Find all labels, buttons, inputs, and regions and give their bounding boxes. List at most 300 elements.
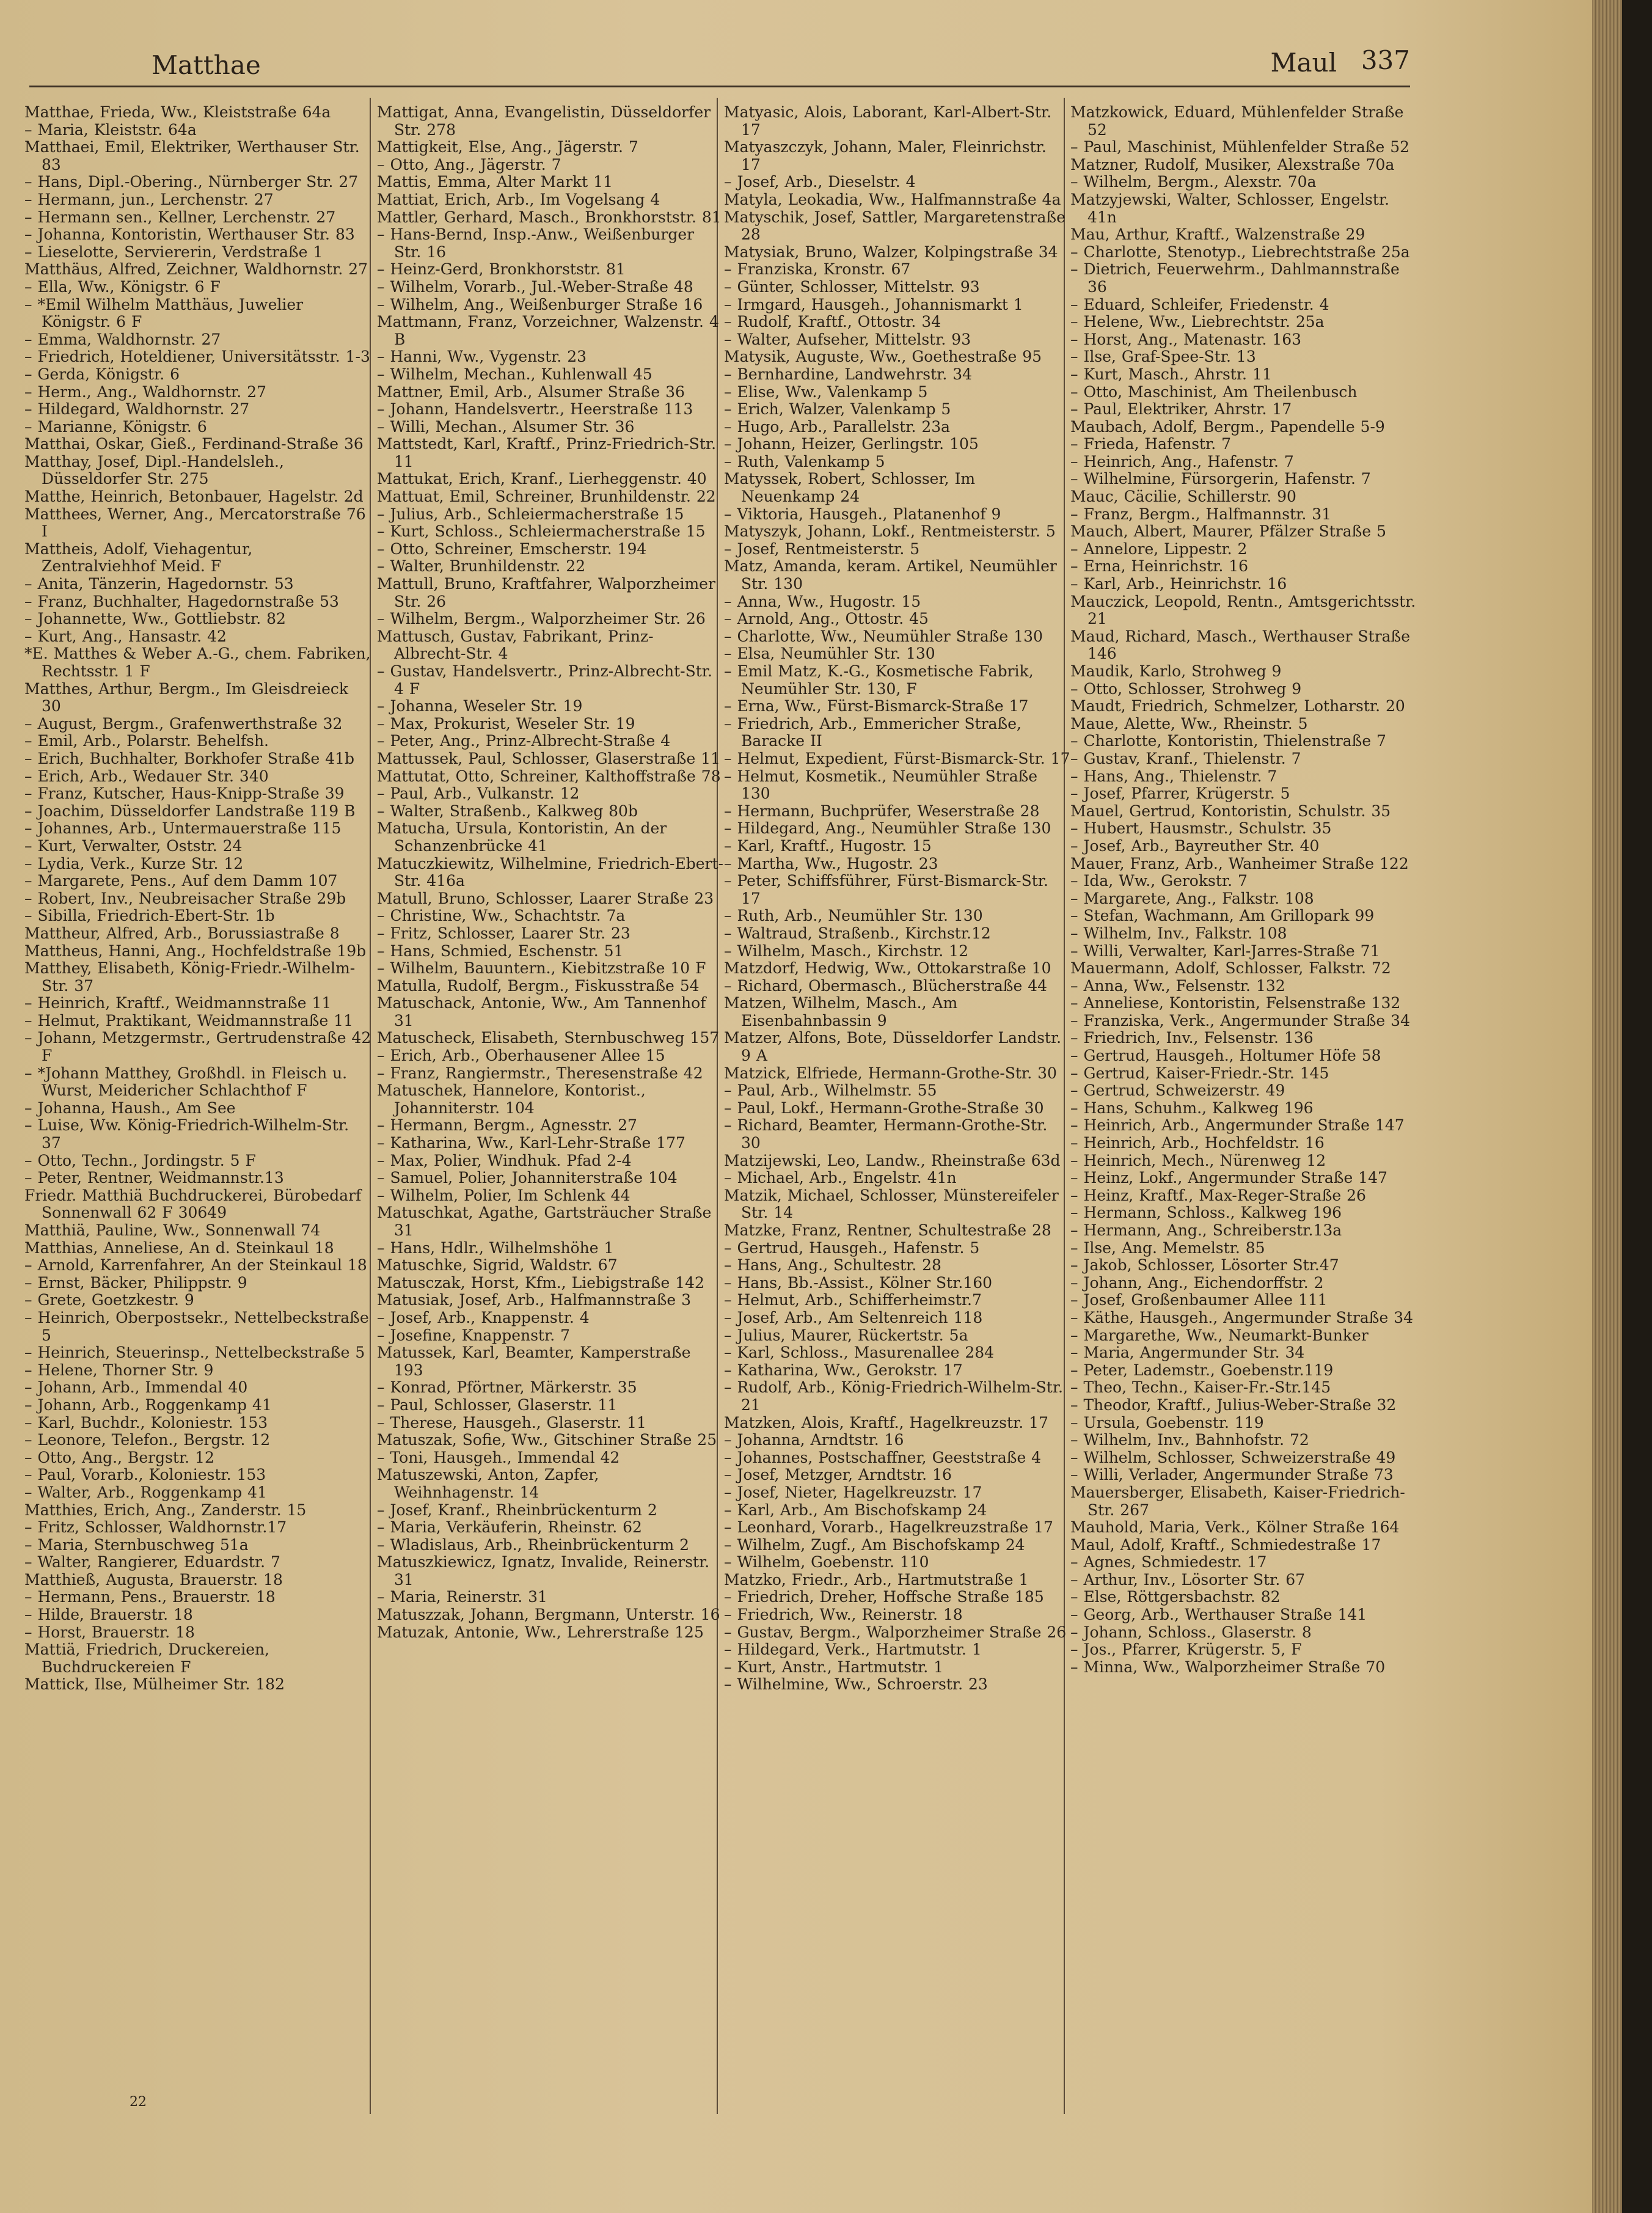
- directory-entry: – Richard, Obermasch., Blücherstraße 44: [724, 976, 1048, 995]
- directory-entry: Matthey, Elisabeth, König-Friedr.-Wilhelm-Str. 37: [24, 959, 356, 995]
- directory-entry: – Marianne, Königstr. 6: [24, 417, 207, 436]
- directory-entry: – Hermann, Buchprüfer, Weserstraße 28: [724, 802, 1040, 820]
- directory-entry: Matz, Amanda, keram. Artikel, Neumühler Str. 130: [724, 557, 1057, 593]
- directory-entry: – Franz, Buchhalter, Hagedornstraße 53: [24, 592, 339, 610]
- directory-entry: – Hans, Schmied, Eschenstr. 51: [377, 942, 624, 960]
- directory-entry: – Johanna, Arndtstr. 16: [724, 1431, 904, 1449]
- directory-entry: – Gertrud, Hausgeh., Hafenstr. 5: [724, 1238, 980, 1257]
- directory-entry: – Hermann, Pens., Brauerstr. 18: [24, 1588, 276, 1606]
- directory-entry: – Theo, Techn., Kaiser-Fr.-Str.145: [1070, 1378, 1331, 1397]
- directory-entry: – Emil, Arb., Polarstr. Behelfsh.: [24, 732, 269, 750]
- directory-entry: Matzko, Friedr., Arb., Hartmutstraße 1: [724, 1570, 1029, 1589]
- directory-entry: – Wilhelm, Goebenstr. 110: [724, 1553, 929, 1571]
- directory-entry: Maud, Richard, Masch., Werthauser Straße 146: [1070, 627, 1411, 663]
- directory-entry: Mattheis, Adolf, Viehagentur, Zentralviehhof Meid. F: [24, 540, 253, 576]
- directory-entry: Matussek, Karl, Beamter, Kamperstraße 193: [377, 1344, 691, 1379]
- directory-entry: – Walter, Rangierer, Eduardstr. 7: [24, 1553, 280, 1571]
- directory-entry: – Hans-Bernd, Insp.-Anw., Weißenburger Str. 16: [377, 225, 695, 261]
- directory-entry: – Hans, Schuhm., Kalkweg 196: [1070, 1099, 1314, 1117]
- directory-entry: Matuzak, Antonie, Ww., Lehrerstraße 125: [377, 1623, 704, 1641]
- directory-entry: – Johannette, Ww., Gottliebstr. 82: [24, 610, 286, 628]
- directory-entry: – Anna, Ww., Hugostr. 15: [724, 592, 921, 610]
- directory-entry: – Anita, Tänzerin, Hagedornstr. 53: [24, 575, 294, 593]
- directory-entry: – Gerda, Königstr. 6: [24, 365, 180, 383]
- directory-entry: – Helene, Ww., Liebrechtstr. 25a: [1070, 313, 1325, 331]
- directory-entry: – Hubert, Hausmstr., Schulstr. 35: [1070, 819, 1332, 838]
- directory-entry: Mattick, Ilse, Mülheimer Str. 182: [24, 1675, 285, 1694]
- directory-entry: – Hermann, Ang., Schreiberstr.13a: [1070, 1221, 1342, 1239]
- directory-entry: – Peter, Ang., Prinz-Albrecht-Straße 4: [377, 732, 671, 750]
- directory-entry: Matuszzak, Johann, Bergmann, Unterstr. 16: [377, 1606, 720, 1624]
- directory-entry: Mattukat, Erich, Kranf., Lierheggenstr. 40: [377, 470, 707, 488]
- directory-entry: – Max, Polier, Windhuk. Pfad 2-4: [377, 1151, 632, 1169]
- directory-entry: – Hermann, Bergm., Agnesstr. 27: [377, 1116, 637, 1135]
- directory-entry: – Viktoria, Hausgeh., Platanenhof 9: [724, 505, 1001, 523]
- directory-entry: Matthees, Werner, Ang., Mercatorstraße 76 I: [24, 505, 366, 541]
- directory-entry: – Julius, Arb., Schleiermacherstraße 15: [377, 505, 684, 523]
- directory-entry: Mattis, Emma, Alter Markt 11: [377, 173, 613, 191]
- directory-entry: Matuschke, Sigrid, Waldstr. 67: [377, 1256, 618, 1275]
- directory-entry: – Hugo, Arb., Parallelstr. 23a: [724, 417, 951, 436]
- directory-entry: – Käthe, Hausgeh., Angermunder Straße 34: [1070, 1308, 1414, 1326]
- directory-entry: – Heinrich, Mech., Nürenweg 12: [1070, 1151, 1326, 1169]
- directory-entry: – Leonhard, Vorarb., Hagelkreuzstraße 17: [724, 1518, 1053, 1537]
- directory-entry: – Robert, Inv., Neubreisacher Straße 29b: [24, 889, 346, 907]
- directory-entry: – Paul, Arb., Vulkanstr. 12: [377, 785, 580, 803]
- directory-entry: – Hans, Dipl.-Obering., Nürnberger Str. 27: [24, 173, 359, 191]
- directory-entry: – Franz, Rangiermstr., Theresenstraße 42: [377, 1064, 703, 1082]
- directory-entry: – Gustav, Bergm., Walporzheimer Straße 26: [724, 1623, 1067, 1641]
- directory-entry: – Paul, Arb., Wilhelmstr. 55: [724, 1081, 937, 1100]
- directory-entry: Mauermann, Adolf, Schlosser, Falkstr. 72: [1070, 959, 1391, 978]
- directory-entry: – Friedrich, Ww., Reinerstr. 18: [724, 1606, 963, 1624]
- page-header: [29, 43, 1410, 87]
- directory-entry: – Lydia, Verk., Kurze Str. 12: [24, 854, 244, 872]
- directory-entry: – Sibilla, Friedrich-Ebert-Str. 1b: [24, 907, 275, 925]
- directory-entry: – Paul, Lokf., Hermann-Grothe-Straße 30: [724, 1099, 1044, 1117]
- directory-entry: – Maria, Verkäuferin, Rheinstr. 62: [377, 1518, 642, 1537]
- directory-entry: – Franz, Bergm., Halfmannstr. 31: [1070, 505, 1332, 523]
- directory-entry: – Gertrud, Kaiser-Friedr.-Str. 145: [1070, 1064, 1329, 1082]
- directory-entry: – Willi, Mechan., Alsumer Str. 36: [377, 417, 635, 436]
- directory-entry: Mattusch, Gustav, Fabrikant, Prinz-Albrecht-Str. 4: [377, 627, 654, 663]
- directory-entry: – Frieda, Hafenstr. 7: [1070, 435, 1232, 453]
- directory-entry: – Grete, Goetzkestr. 9: [24, 1291, 194, 1309]
- column-1: [24, 104, 371, 2120]
- directory-entry: – Kurt, Anstr., Hartmutstr. 1: [724, 1658, 944, 1676]
- directory-entry: – Ruth, Valenkamp 5: [724, 452, 885, 470]
- directory-entry: – Peter, Rentner, Weidmannstr.13: [24, 1169, 284, 1187]
- directory-entry: – Anna, Ww., Felsenstr. 132: [1070, 976, 1285, 995]
- directory-entry: Matusiak, Josef, Arb., Halfmannstraße 3: [377, 1291, 692, 1309]
- directory-entry: – Kurt, Verwalter, Oststr. 24: [24, 836, 243, 855]
- directory-entry: – Hermann sen., Kellner, Lerchenstr. 27: [24, 208, 336, 226]
- directory-entry: – Heinrich, Arb., Angermunder Straße 147: [1070, 1116, 1405, 1135]
- directory-entry: – Charlotte, Kontoristin, Thielenstraße 7: [1070, 732, 1386, 750]
- directory-entry: Matzkowick, Eduard, Mühlenfelder Straße 52: [1070, 103, 1404, 139]
- directory-entry: – Gertrud, Hausgeh., Holtumer Höfe 58: [1070, 1047, 1381, 1065]
- directory-entry: – Erich, Arb., Oberhausener Allee 15: [377, 1047, 665, 1065]
- directory-entry: – Horst, Ang., Matenastr. 163: [1070, 330, 1302, 348]
- directory-entry: Mattiä, Friedrich, Druckereien, Buchdruckereien F: [24, 1641, 270, 1676]
- directory-entry: Matyschik, Josef, Sattler, Margaretenstraße 28: [724, 208, 1065, 244]
- directory-entry: – Josefine, Knappenstr. 7: [377, 1326, 571, 1344]
- directory-entry: – Wilhelm, Schlosser, Schweizerstraße 49: [1070, 1448, 1396, 1466]
- directory-entry: – Charlotte, Ww., Neumühler Straße 130: [724, 627, 1043, 645]
- directory-entry: Matzner, Rudolf, Musiker, Alexstraße 70a: [1070, 155, 1395, 174]
- directory-entry: – Heinz, Lokf., Angermunder Straße 147: [1070, 1169, 1387, 1187]
- directory-entry: Mattstedt, Karl, Kraftf., Prinz-Friedrich-Str. 11: [377, 435, 717, 470]
- directory-entry: – Kurt, Schloss., Schleiermacherstraße 15: [377, 522, 706, 541]
- directory-entry: Matthaei, Emil, Elektriker, Werthauser Str. 83: [24, 138, 360, 174]
- directory-entry: – Heinrich, Oberpostsekr., Nettelbeckstraße 5: [24, 1308, 369, 1344]
- directory-entry: – August, Bergm., Grafenwerthstraße 32: [24, 714, 343, 733]
- directory-entry: – *Emil Wilhelm Matthäus, Juwelier Königstr. 6 F: [24, 295, 304, 331]
- directory-entry: – Wilhelm, Inv., Falkstr. 108: [1070, 924, 1287, 942]
- directory-entry: – Maria, Sternbuschweg 51a: [24, 1535, 249, 1554]
- directory-entry: Mattheus, Hanni, Ang., Hochfeldstraße 19b: [24, 942, 367, 960]
- directory-entry: Mauersberger, Elisabeth, Kaiser-Friedrich-Str. 267: [1070, 1483, 1405, 1519]
- directory-entry: – Christine, Ww., Schachtstr. 7a: [377, 907, 626, 925]
- directory-entry: – Wilhelm, Bauuntern., Kiebitzstraße 10 F: [377, 959, 706, 978]
- directory-entry: – Heinrich, Steuerinsp., Nettelbeckstraße 5: [24, 1344, 365, 1362]
- directory-entry: – Samuel, Polier, Johanniterstraße 104: [377, 1169, 678, 1187]
- directory-entry: – Josef, Großenbaumer Allee 111: [1070, 1291, 1328, 1309]
- directory-entry: Mattiat, Erich, Arb., Im Vogelsang 4: [377, 190, 660, 208]
- directory-entry: Mattigkeit, Else, Ang., Jägerstr. 7: [377, 138, 638, 156]
- directory-entry: – Margarete, Ang., Falkstr. 108: [1070, 889, 1314, 907]
- directory-entry: – Friedrich, Hoteldiener, Universitätsstr. 1-3: [24, 348, 370, 366]
- directory-entry: – Hildegard, Verk., Hartmutstr. 1: [724, 1641, 982, 1659]
- directory-entry: – Ruth, Arb., Neumühler Str. 130: [724, 907, 983, 925]
- directory-entry: Matthieß, Augusta, Brauerstr. 18: [24, 1570, 283, 1589]
- directory-entry: – Wilhelm, Inv., Bahnhofstr. 72: [1070, 1431, 1309, 1449]
- directory-entry: Mauhold, Maria, Verk., Kölner Straße 164: [1070, 1518, 1400, 1537]
- directory-entry: – Katharina, Ww., Karl-Lehr-Straße 177: [377, 1134, 685, 1152]
- directory-entry: Matyla, Leokadia, Ww., Halfmannstraße 4a: [724, 190, 1061, 208]
- directory-entry: – Waltraud, Straßenb., Kirchstr.12: [724, 924, 991, 942]
- directory-entry: – Josef, Arb., Knappenstr. 4: [377, 1308, 590, 1326]
- directory-entry: – Therese, Hausgeh., Glaserstr. 11: [377, 1413, 646, 1432]
- directory-entry: – Walter, Arb., Roggenkamp 41: [24, 1483, 267, 1501]
- directory-entry: – Kurt, Masch., Ahrstr. 11: [1070, 365, 1272, 383]
- directory-entry: Mattull, Bruno, Kraftfahrer, Walporzheimer Str. 26: [377, 575, 715, 610]
- directory-entry: Matyssek, Robert, Schlosser, Im Neuenkamp 24: [724, 470, 976, 506]
- directory-entry: – Annelore, Lippestr. 2: [1070, 540, 1248, 558]
- directory-entry: – Erna, Ww., Fürst-Bismarck-Straße 17: [724, 697, 1029, 715]
- directory-entry: – Erich, Buchhalter, Borkhofer Straße 41b: [24, 749, 355, 767]
- directory-entry: – Ilse, Ang. Memelstr. 85: [1070, 1238, 1265, 1257]
- directory-entry: Mattuat, Emil, Schreiner, Brunhildenstr. 22: [377, 488, 716, 506]
- directory-entry: Matuszkiewicz, Ignatz, Invalide, Reinerstr. 31: [377, 1553, 710, 1589]
- directory-entry: – Peter, Lademstr., Goebenstr.119: [1070, 1361, 1334, 1379]
- directory-entry: – Johanna, Kontoristin, Werthauser Str. 83: [24, 225, 355, 244]
- directory-entry: – Johanna, Haush., Am See: [24, 1099, 236, 1117]
- directory-entry: *E. Matthes & Weber A.-G., chem. Fabriken, Rechtsstr. 1 F: [24, 645, 371, 680]
- directory-entry: – Paul, Vorarb., Koloniestr. 153: [24, 1466, 266, 1484]
- directory-entry: – Johannes, Postschaffner, Geeststraße 4: [724, 1448, 1042, 1466]
- directory-entry: – Georg, Arb., Werthauser Straße 141: [1070, 1606, 1367, 1624]
- directory-entry: Matthe, Heinrich, Betonbauer, Hagelstr. 2d: [24, 488, 364, 506]
- directory-entry: – Wilhelm, Bergm., Walporzheimer Str. 26: [377, 610, 706, 628]
- directory-entry: – Otto, Ang., Jägerstr. 7: [377, 155, 561, 174]
- directory-entry: – Theodor, Kraftf., Julius-Weber-Straße 32: [1070, 1395, 1397, 1414]
- directory-entry: Matysik, Auguste, Ww., Goethestraße 95: [724, 348, 1042, 366]
- directory-entry: Matzyjewski, Walter, Schlosser, Engelstr. 41n: [1070, 190, 1390, 226]
- directory-entry: Mattler, Gerhard, Masch., Bronkhorststr. 81: [377, 208, 722, 226]
- directory-entry: – Arnold, Ang., Ottostr. 45: [724, 610, 929, 628]
- directory-entry: – Hans, Bb.-Assist., Kölner Str.160: [724, 1273, 993, 1292]
- directory-entry: – Minna, Ww., Walporzheimer Straße 70: [1070, 1658, 1386, 1676]
- directory-entry: – Heinz, Kraftf., Max-Reger-Straße 26: [1070, 1186, 1366, 1204]
- directory-entry: – Otto, Ang., Bergstr. 12: [24, 1448, 214, 1466]
- directory-entry: – Franziska, Kronstr. 67: [724, 260, 911, 279]
- directory-entry: – Gustav, Kranf., Thielenstr. 7: [1070, 749, 1301, 767]
- directory-entry: – Wilhelm, Mechan., Kuhlenwall 45: [377, 365, 652, 383]
- directory-entry: – Willi, Verlader, Angermunder Straße 73: [1070, 1466, 1394, 1484]
- directory-entry: – Fritz, Schlosser, Laarer Str. 23: [377, 924, 630, 942]
- directory-entry: – Hans, Hdlr., Wilhelmshöhe 1: [377, 1238, 614, 1257]
- directory-entry: – Helmut, Arb., Schifferheimstr.7: [724, 1291, 982, 1309]
- directory-entry: – Joachim, Düsseldorfer Landstraße 119 B: [24, 802, 356, 820]
- directory-entry: Maul, Adolf, Kraftf., Schmiedestraße 17: [1070, 1535, 1381, 1554]
- directory-entry: – Gustav, Handelsvertr., Prinz-Albrecht-Str. 4 F: [377, 662, 712, 698]
- directory-entry: Matyszyk, Johann, Lokf., Rentmeisterstr. 5: [724, 522, 1056, 541]
- directory-entry: – Peter, Schiffsführer, Fürst-Bismarck-Str. 17: [724, 872, 1048, 907]
- header-first-name: Matthae: [152, 50, 261, 80]
- directory-entry: – Martha, Ww., Hugostr. 23: [724, 854, 938, 872]
- directory-entry: Mau, Arthur, Kraftf., Walzenstraße 29: [1070, 225, 1365, 244]
- directory-entry: – Otto, Techn., Jordingstr. 5 F: [24, 1151, 256, 1169]
- directory-entry: – Maria, Kleiststr. 64a: [24, 120, 197, 139]
- directory-entry: – Erna, Heinrichstr. 16: [1070, 557, 1249, 576]
- directory-entry: Matuschek, Hannelore, Kontorist., Johanniterstr. 104: [377, 1081, 646, 1117]
- directory-entry: Mattutat, Otto, Schreiner, Kalthoffstraße 78: [377, 767, 721, 785]
- directory-entry: – Katharina, Ww., Gerokstr. 17: [724, 1361, 963, 1379]
- directory-entry: – Josef, Nieter, Hagelkreuzstr. 17: [724, 1483, 982, 1501]
- directory-entry: – Herm., Ang., Waldhornstr. 27: [24, 382, 266, 401]
- directory-entry: – Paul, Schlosser, Glaserstr. 11: [377, 1395, 618, 1414]
- directory-entry: – Emil Matz, K.-G., Kosmetische Fabrik, Neumühler Str. 130, F: [724, 662, 1034, 698]
- directory-entry: Matthiä, Pauline, Ww., Sonnenwall 74: [24, 1221, 321, 1239]
- directory-entry: Matzdorf, Hedwig, Ww., Ottokarstraße 10: [724, 959, 1051, 978]
- directory-entry: Mauer, Franz, Arb., Wanheimer Straße 122: [1070, 854, 1409, 872]
- directory-entry: – Josef, Metzger, Arndtstr. 16: [724, 1466, 952, 1484]
- directory-entry: Matuszewski, Anton, Zapfer, Weihnhagenstr. 14: [377, 1466, 599, 1501]
- directory-entry: – Karl, Schloss., Masurenallee 284: [724, 1344, 995, 1362]
- directory-entry: Matuszak, Sofie, Ww., Gitschiner Straße 25: [377, 1431, 717, 1449]
- directory-entry: – Heinrich, Arb., Hochfeldstr. 16: [1070, 1134, 1325, 1152]
- header-last-name: Maul: [1270, 48, 1337, 78]
- printer-signature: 22: [130, 2094, 147, 2110]
- directory-entry: – Wilhelm, Vorarb., Jul.-Weber-Straße 48: [377, 277, 693, 296]
- directory-entry: – Elise, Ww., Valenkamp 5: [724, 382, 928, 401]
- directory-entry: – Helmut, Kosmetik., Neumühler Straße 130: [724, 767, 1038, 803]
- directory-entry: – Elsa, Neumühler Str. 130: [724, 645, 935, 663]
- column-3: [724, 104, 1071, 2120]
- directory-entry: – Wilhelm, Polier, Im Schlenk 44: [377, 1186, 630, 1204]
- directory-entry: – Hanni, Ww., Vygenstr. 23: [377, 348, 587, 366]
- directory-entry: – Franziska, Verk., Angermunder Straße 34: [1070, 1011, 1410, 1030]
- directory-entry: – Wilhelm, Zugf., Am Bischofskamp 24: [724, 1535, 1025, 1554]
- directory-entry: – Ella, Ww., Königstr. 6 F: [24, 277, 221, 296]
- directory-entry: – Wladislaus, Arb., Rheinbrückenturm 2: [377, 1535, 690, 1554]
- directory-entry: – Charlotte, Stenotyp., Liebrechtstraße 25a: [1070, 243, 1410, 261]
- directory-entry: Maubach, Adolf, Bergm., Papendelle 5-9: [1070, 417, 1385, 436]
- directory-entry: – Luise, Ww. König-Friedrich-Wilhelm-Str. 37: [24, 1116, 349, 1152]
- directory-entry: Matull, Bruno, Schlosser, Laarer Straße 23: [377, 889, 714, 907]
- directory-entry: Matzer, Alfons, Bote, Düsseldorfer Landstr. 9 A: [724, 1029, 1062, 1065]
- directory-entry: – Agnes, Schmiedestr. 17: [1070, 1553, 1267, 1571]
- directory-entry: – Wilhelm, Bergm., Alexstr. 70a: [1070, 173, 1317, 191]
- directory-entry: – Fritz, Schlosser, Waldhornstr.17: [24, 1518, 287, 1537]
- directory-entry: Friedr. Matthiä Buchdruckerei, Bürobedarf Sonnenwall 62 F 30649: [24, 1186, 362, 1222]
- directory-entry: – Arthur, Inv., Lösorter Str. 67: [1070, 1570, 1306, 1589]
- directory-entry: Matulla, Rudolf, Bergm., Fiskusstraße 54: [377, 976, 700, 995]
- directory-entry: – Richard, Beamter, Hermann-Grothe-Str. 30: [724, 1116, 1048, 1152]
- directory-entry: – Heinz-Gerd, Bronkhorststr. 81: [377, 260, 626, 279]
- directory-entry: Matzken, Alois, Kraftf., Hagelkreuzstr. 17: [724, 1413, 1048, 1432]
- directory-entry: – Johann, Arb., Immendal 40: [24, 1378, 248, 1397]
- directory-entry: – Stefan, Wachmann, Am Grillopark 99: [1070, 907, 1375, 925]
- directory-entry: – Günter, Schlosser, Mittelstr. 93: [724, 277, 980, 296]
- directory-entry: – Hermann, Schloss., Kalkweg 196: [1070, 1204, 1342, 1222]
- directory-entry: – Heinrich, Ang., Hafenstr. 7: [1070, 452, 1294, 470]
- directory-entry: Mattmann, Franz, Vorzeichner, Walzenstr. 4 B: [377, 313, 719, 348]
- directory-entry: Mattner, Emil, Arb., Alsumer Straße 36: [377, 382, 685, 401]
- directory-entry: – Johann, Ang., Eichendorffstr. 2: [1070, 1273, 1324, 1292]
- directory-entry: – Josef, Arb., Dieselstr. 4: [724, 173, 916, 191]
- directory-entry: – Otto, Maschinist, Am Theilenbusch: [1070, 382, 1358, 401]
- directory-entry: Matyasic, Alois, Laborant, Karl-Albert-Str. 17: [724, 103, 1052, 139]
- directory-entry: – Karl, Arb., Am Bischofskamp 24: [724, 1501, 987, 1519]
- directory-entry: – Josef, Kranf., Rheinbrückenturm 2: [377, 1501, 657, 1519]
- directory-entry: – Irmgard, Hausgeh., Johannismarkt 1: [724, 295, 1023, 313]
- directory-entry: Mauch, Albert, Maurer, Pfälzer Straße 5: [1070, 522, 1386, 541]
- directory-entry: – Margarete, Pens., Auf dem Damm 107: [24, 872, 338, 890]
- directory-entry: – Eduard, Schleifer, Friedenstr. 4: [1070, 295, 1329, 313]
- directory-entry: – Johann, Heizer, Gerlingstr. 105: [724, 435, 979, 453]
- directory-entry: – Johann, Arb., Roggenkamp 41: [24, 1395, 272, 1414]
- directory-entry: – Michael, Arb., Engelstr. 41n: [724, 1169, 957, 1187]
- directory-entry: – Rudolf, Arb., König-Friedrich-Wilhelm-Str. 21: [724, 1378, 1063, 1414]
- directory-entry: – Johann, Metzgermstr., Gertrudenstraße 42 F: [24, 1029, 371, 1065]
- directory-entry: Matthay, Josef, Dipl.-Handelsleh., Düsseldorfer Str. 275: [24, 452, 284, 488]
- directory-entry: – Friedrich, Arb., Emmericher Straße, Baracke II: [724, 714, 1022, 750]
- directory-entry: Matysiak, Bruno, Walzer, Kolpingstraße 34: [724, 243, 1058, 261]
- directory-entry: – Josef, Rentmeisterstr. 5: [724, 540, 920, 558]
- directory-entry: – Toni, Hausgeh., Immendal 42: [377, 1448, 620, 1466]
- directory-entry: – Johann, Schloss., Glaserstr. 8: [1070, 1623, 1312, 1641]
- directory-entry: – Karl, Arb., Heinrichstr. 16: [1070, 575, 1287, 593]
- directory-entry: – Julius, Maurer, Rückertstr. 5a: [724, 1326, 968, 1344]
- directory-entry: – Helene, Thorner Str. 9: [24, 1361, 214, 1379]
- directory-entry: Matthias, Anneliese, An d. Steinkaul 18: [24, 1238, 334, 1257]
- directory-entry: – Ida, Ww., Gerokstr. 7: [1070, 872, 1248, 890]
- directory-entry: – Hildegard, Waldhornstr. 27: [24, 400, 250, 419]
- directory-entry: – Walter, Brunhildenstr. 22: [377, 557, 586, 576]
- directory-entry: – Hans, Ang., Thielenstr. 7: [1070, 767, 1277, 785]
- directory-entry: Maudt, Friedrich, Schmelzer, Lotharstr. 20: [1070, 697, 1405, 715]
- directory-entry: – Ernst, Bäcker, Philippstr. 9: [24, 1273, 247, 1292]
- directory-entry: – Josef, Arb., Am Seltenreich 118: [724, 1308, 983, 1326]
- directory-entry: – Maria, Angermunder Str. 34: [1070, 1344, 1305, 1362]
- directory-entry: – Johanna, Weseler Str. 19: [377, 697, 583, 715]
- directory-entry: – Ilse, Graf-Spee-Str. 13: [1070, 348, 1256, 366]
- column-2: [377, 104, 724, 2120]
- directory-entry: – Josef, Pfarrer, Krügerstr. 5: [1070, 785, 1290, 803]
- directory-entry: – Walter, Straßenb., Kalkweg 80b: [377, 802, 638, 820]
- directory-entry: Maue, Alette, Ww., Rheinstr. 5: [1070, 714, 1308, 733]
- directory-entry: – Helmut, Expedient, Fürst-Bismarck-Str. 17: [724, 749, 1070, 767]
- directory-entry: – Karl, Kraftf., Hugostr. 15: [724, 836, 932, 855]
- directory-entry: – Friedrich, Dreher, Hoffsche Straße 185: [724, 1588, 1044, 1606]
- directory-entry: – Emma, Waldhornstr. 27: [24, 330, 221, 348]
- directory-entry: – Leonore, Telefon., Bergstr. 12: [24, 1431, 271, 1449]
- directory-entry: – Bernhardine, Landwehrstr. 34: [724, 365, 973, 383]
- directory-entry: – Konrad, Pförtner, Märkerstr. 35: [377, 1378, 637, 1397]
- directory-entry: – Kurt, Ang., Hansastr. 42: [24, 627, 227, 645]
- directory-entry: – Hans, Ang., Schultestr. 28: [724, 1256, 941, 1275]
- directory-entry: – Hilde, Brauerstr. 18: [24, 1606, 193, 1624]
- directory-entry: – Gertrud, Schweizerstr. 49: [1070, 1081, 1285, 1100]
- directory-entry: – Willi, Verwalter, Karl-Jarres-Straße 71: [1070, 942, 1380, 960]
- directory-entry: Matthäus, Alfred, Zeichner, Waldhornstr. 27: [24, 260, 368, 279]
- directory-entry: – Anneliese, Kontoristin, Felsenstraße 132: [1070, 994, 1401, 1012]
- directory-entry: – Maria, Reinerstr. 31: [377, 1588, 547, 1606]
- directory-entry: – Rudolf, Kraftf., Ottostr. 34: [724, 313, 941, 331]
- directory-entry: Matthae, Frieda, Ww., Kleiststraße 64a: [24, 103, 331, 121]
- directory-entry: – Heinrich, Kraftf., Weidmannstraße 11: [24, 994, 332, 1012]
- directory-entry: – Lieselotte, Serviererin, Verdstraße 1: [24, 243, 323, 261]
- directory-entry: – Walter, Aufseher, Mittelstr. 93: [724, 330, 971, 348]
- directory-entry: – Max, Prokurist, Weseler Str. 19: [377, 714, 635, 733]
- directory-entry: – Erich, Walzer, Valenkamp 5: [724, 400, 951, 419]
- directory-entry: – Jakob, Schlosser, Lösorter Str.47: [1070, 1256, 1339, 1275]
- directory-entry: – Wilhelm, Masch., Kirchstr. 12: [724, 942, 968, 960]
- column-4: [1070, 104, 1417, 2120]
- directory-entry: – Paul, Elektriker, Ahrstr. 17: [1070, 400, 1292, 419]
- directory-entry: Matucha, Ursula, Kontoristin, An der Schanzenbrücke 41: [377, 819, 667, 855]
- directory-entry: Matuschack, Antonie, Ww., Am Tannenhof 31: [377, 994, 706, 1030]
- directory-entry: Matzke, Franz, Rentner, Schultestraße 28: [724, 1221, 1051, 1239]
- page-edge: [1592, 0, 1622, 2213]
- directory-entry: Maudik, Karlo, Strohweg 9: [1070, 662, 1282, 680]
- directory-entry: – *Johann Matthey, Großhdl. in Fleisch u. Wurst, Meidericher Schlachthof F: [24, 1064, 348, 1100]
- directory-entry: – Paul, Maschinist, Mühlenfelder Straße 52: [1070, 138, 1410, 156]
- directory-entry: – Johannes, Arb., Untermauerstraße 115: [24, 819, 342, 838]
- directory-entry: Matyaszczyk, Johann, Maler, Fleinrichstr. 17: [724, 138, 1047, 174]
- directory-entry: – Else, Röttgersbachstr. 82: [1070, 1588, 1281, 1606]
- directory-entry: Mauc, Cäcilie, Schillerstr. 90: [1070, 488, 1296, 506]
- directory-entry: Matuczkiewitz, Wilhelmine, Friedrich-Ebert-Str. 416a: [377, 854, 723, 890]
- directory-entry: Mauel, Gertrud, Kontoristin, Schulstr. 35: [1070, 802, 1391, 820]
- directory-entry: Matzijewski, Leo, Landw., Rheinstraße 63d: [724, 1151, 1061, 1169]
- directory-entry: – Horst, Brauerstr. 18: [24, 1623, 195, 1641]
- directory-entry: – Wilhelmine, Ww., Schroerstr. 23: [724, 1675, 988, 1694]
- directory-entry: – Helmut, Praktikant, Weidmannstraße 11: [24, 1011, 353, 1030]
- directory-entry: Matzik, Michael, Schlosser, Münstereifeler Str. 14: [724, 1186, 1059, 1222]
- directory-entry: Matzick, Elfriede, Hermann-Grothe-Str. 30: [724, 1064, 1057, 1082]
- directory-entry: Matthes, Arthur, Bergm., Im Gleisdreieck 30: [24, 679, 349, 715]
- directory-entry: – Franz, Kutscher, Haus-Knipp-Straße 39: [24, 785, 345, 803]
- directory-entry: Matthies, Erich, Ang., Zanderstr. 15: [24, 1501, 307, 1519]
- directory-entry: – Arnold, Karrenfahrer, An der Steinkaul 18: [24, 1256, 367, 1275]
- directory-entry: Mattheur, Alfred, Arb., Borussiastraße 8: [24, 924, 340, 942]
- directory-entry: – Jos., Pfarrer, Krügerstr. 5, F: [1070, 1641, 1302, 1659]
- directory-entry: – Ursula, Goebenstr. 119: [1070, 1413, 1264, 1432]
- directory-entry: – Hermann, jun., Lerchenstr. 27: [24, 190, 274, 208]
